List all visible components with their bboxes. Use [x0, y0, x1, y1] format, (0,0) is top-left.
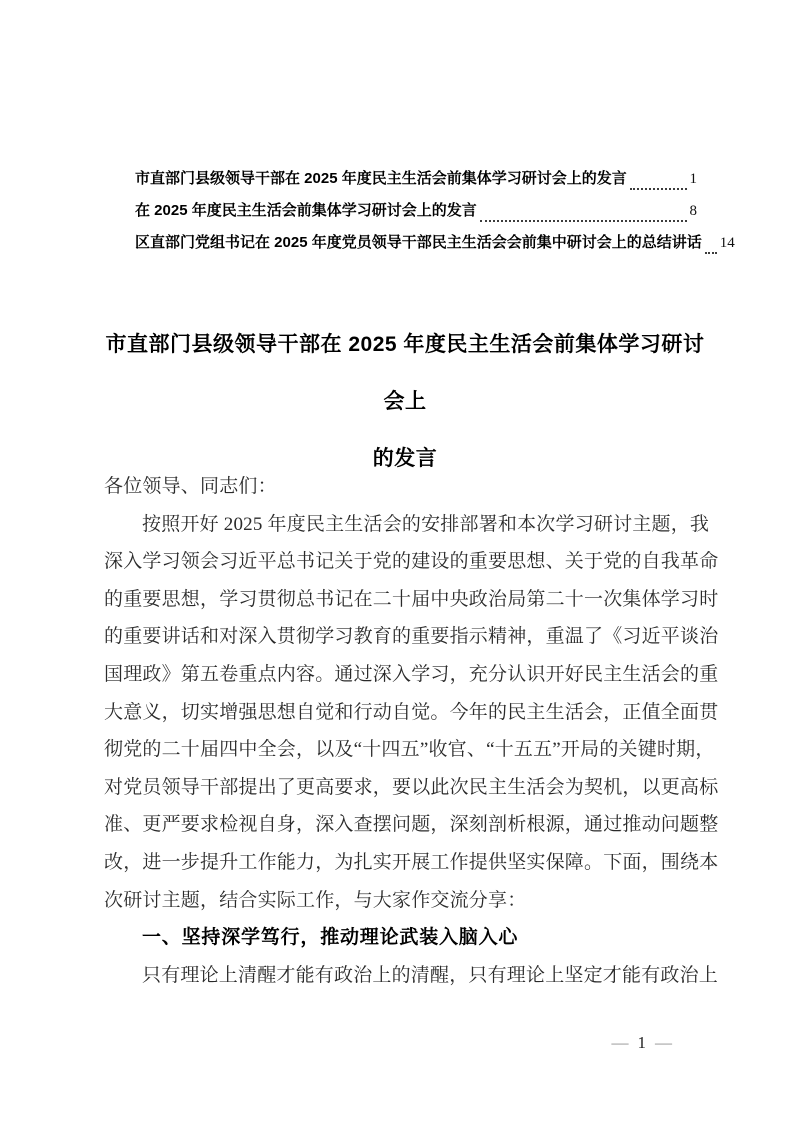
greeting-line: 各位领导、同志们：	[104, 476, 277, 497]
toc-entry[interactable]	[135, 163, 697, 195]
paragraph-line: 对党员领导干部提出了更高要求，要以此次民主生活会为契机，以更高标	[104, 776, 719, 798]
dot-leader	[705, 252, 717, 254]
document-title-line-2: 的发言	[372, 447, 438, 470]
dot-leader	[630, 188, 687, 190]
toc-entry-page-number: 1	[689, 171, 697, 187]
paragraph-line: 的重要思想，学习贯彻总书记在二十届中央政治局第二十一次集体学习时	[104, 588, 719, 610]
paragraph-line: 改，进一步提升工作能力，为扎实开展工作提供坚实保障。下面，围绕本	[104, 851, 719, 873]
toc-entry[interactable]	[135, 195, 697, 227]
table-of-contents	[135, 163, 735, 259]
paragraph-line: 彻党的二十届四中全会，以及“十四五”收官、“十五五”开局的关键时期，	[104, 739, 715, 761]
paragraph-line: 深入学习领会习近平总书记关于党的建设的重要思想、关于党的自我革命	[104, 551, 719, 573]
paragraph-line: 准、更严要求检视自身，深入查摆问题，深刻剖析根源，通过推动问题整	[104, 814, 719, 836]
paragraph-line: 大意义，切实增强思想自觉和行动自觉。今年的民主生活会，正值全面贯	[104, 701, 719, 723]
paragraph-line: 国理政》第五卷重点内容。通过深入学习，充分认识开好民主生活会的重	[104, 663, 719, 685]
document-title	[102, 316, 708, 487]
toc-entry-title: 市直部门县级领导干部在 2025 年度民主生活会前集体学习研讨会上的发言	[135, 170, 627, 187]
paragraph-line: 次研讨主题，结合实际工作，与大家作交流分享：	[104, 889, 527, 911]
footer-page-number: 1	[637, 1033, 646, 1052]
toc-entry-page-number: 8	[689, 203, 697, 219]
toc-entry-page-number: 14	[719, 235, 735, 251]
page-number-footer	[603, 1028, 682, 1058]
paragraph-line: 的重要讲话和对深入贯彻学习教育的重要指示精神，重温了《习近平谈治	[104, 626, 719, 648]
paragraph-line: 只有理论上清醒才能有政治上的清醒，只有理论上坚定才能有政治上	[142, 964, 719, 986]
toc-entry[interactable]	[135, 227, 735, 259]
paragraph-line: 按照开好 2025 年度民主生活会的安排部署和本次学习研讨主题，我	[142, 513, 710, 535]
document-title-line-1: 市直部门县级领导干部在 2025 年度民主生活会前集体学习研讨会上	[105, 333, 705, 413]
document-body	[104, 468, 719, 994]
toc-entry-title: 区直部门党组书记在 2025 年度党员领导干部民主生活会会前集中研讨会上的总结讲话	[135, 234, 702, 251]
section-heading-1: 一、坚持深学笃行，推动理论武装入脑入心	[142, 927, 519, 949]
footer-dash-left: —	[611, 1033, 629, 1052]
dot-leader	[480, 220, 687, 222]
footer-dash-right: —	[655, 1033, 672, 1052]
toc-entry-title: 在 2025 年度民主生活会前集体学习研讨会上的发言	[135, 202, 477, 219]
